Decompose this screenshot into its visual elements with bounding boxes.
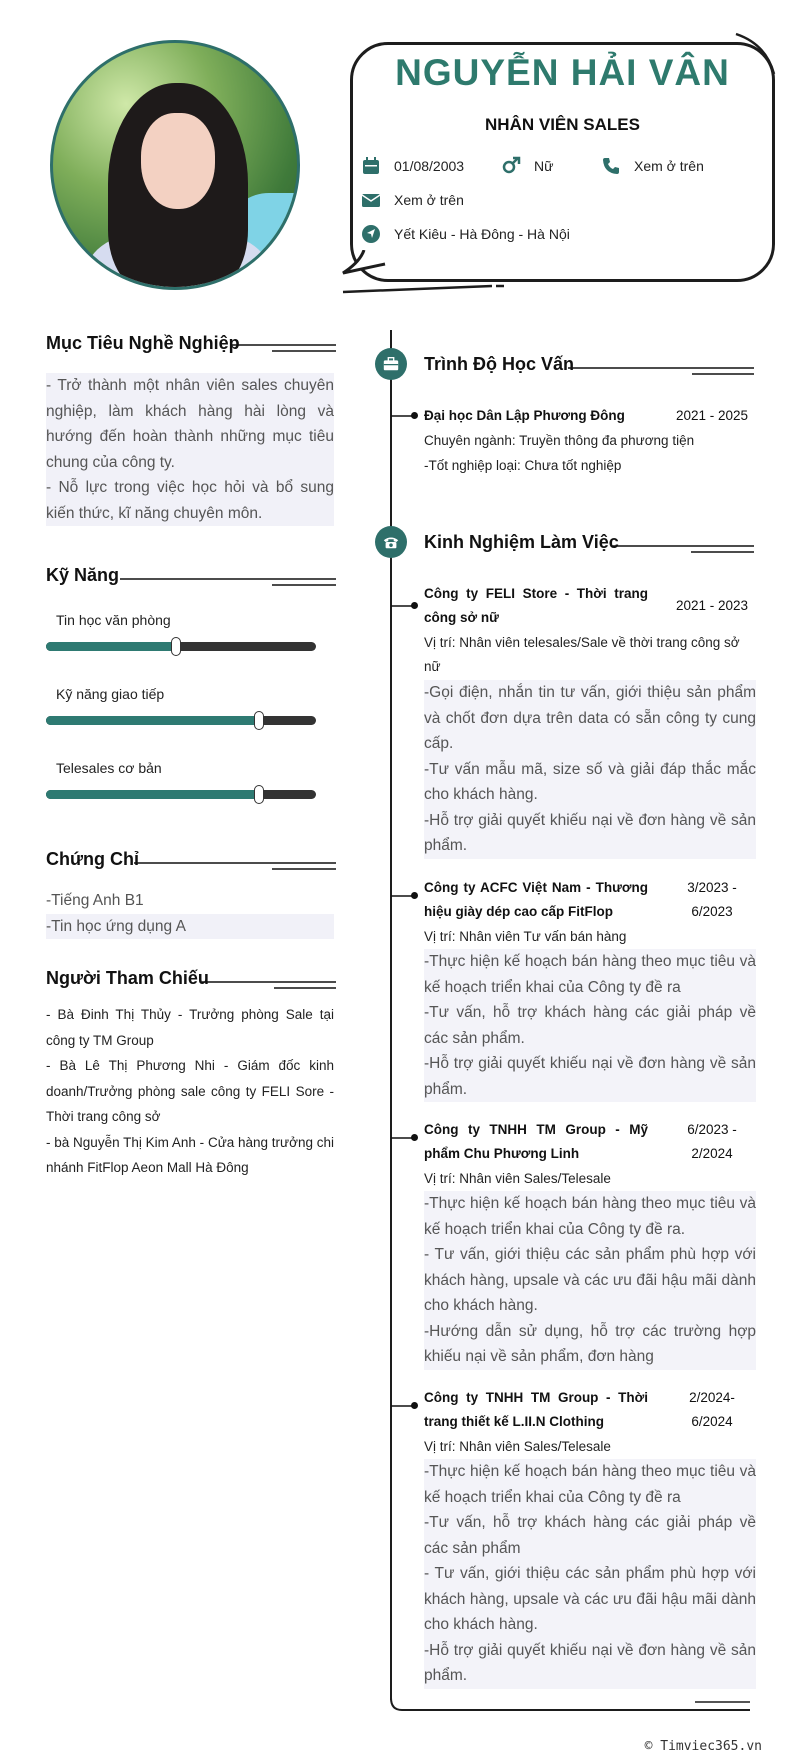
skill-label: Kỹ năng giao tiếp [56, 686, 165, 702]
phone-icon [600, 155, 622, 177]
job-tasks [424, 1191, 756, 1370]
gender-value: Nữ [534, 158, 554, 174]
job-task: -Gọi điện, nhắn tin tư vấn, giới thiệu sản phẩm và chốt đơn dựa trên data có sẵn công ty cung cấp. [424, 680, 756, 757]
job-title: NHÂN VIÊN SALES [485, 115, 640, 134]
job-company: Công ty ACFC Việt Nam - Thương hiệu giày dép cao cấp FitFlop [424, 880, 648, 919]
birthday-info [360, 155, 464, 177]
references-rule [202, 980, 336, 992]
experience-rule [611, 544, 754, 556]
skill-bar-knob [254, 785, 264, 804]
skill-bar-office [46, 642, 316, 651]
certificates-rule [134, 861, 336, 873]
gender-info [500, 155, 553, 177]
references-heading: Người Tham Chiếu [46, 968, 209, 988]
objective-heading: Mục Tiêu Nghề Nghiệp [46, 333, 240, 353]
job-company: Công ty TNHH TM Group - Mỹ phẩm Chu Phương Linh [424, 1122, 648, 1161]
job-task: -Hướng dẫn sử dụng, hỗ trợ các trường hợp khiếu nại về sản phẩm, đơn hàng [424, 1319, 756, 1370]
certificates-heading: Chứng Chỉ [46, 849, 140, 869]
email-icon [360, 189, 382, 211]
birthday-value: 01/08/2003 [394, 158, 465, 174]
calendar-icon [360, 155, 382, 177]
job-tasks [424, 680, 756, 859]
job-task: -Tư vấn, hỗ trợ khách hàng các giải pháp về các sản phẩm [424, 1510, 756, 1561]
profile-photo [50, 40, 300, 290]
job-years: 6/2023 - 2/2024 [687, 1122, 737, 1161]
skill-bar-knob [254, 711, 264, 730]
experience-icon [375, 526, 407, 558]
timeline-connector [391, 1137, 413, 1139]
candidate-name: NGUYỄN HẢI VÂN [395, 52, 730, 93]
job-years: 2021 - 2023 [675, 598, 749, 613]
location-icon [360, 223, 382, 245]
timeline-connector [391, 415, 413, 417]
job-position: Vị trí: Nhân viên Sales/Telesale [424, 1171, 611, 1186]
objective-line: - Nỗ lực trong việc học hỏi và bổ sung kiến thức, kĩ năng chuyên môn. [46, 475, 334, 526]
school-grade: -Tốt nghiệp loại: Chưa tốt nghiệp [424, 458, 622, 473]
job-position: Vị trí: Nhân viên Sales/Telesale [424, 1439, 611, 1454]
education-heading: Trình Độ Học Vấn [424, 354, 575, 374]
skill-bar-fill [46, 790, 259, 799]
job-task: -Hỗ trợ giải quyết khiếu nại về đơn hàng về sản phẩm. [424, 808, 756, 859]
timeline-connector [391, 1405, 413, 1407]
job-tasks [424, 1459, 756, 1689]
address-info [360, 223, 570, 245]
job-task: -Hỗ trợ giải quyết khiếu nại về đơn hàng về sản phẩm. [424, 1638, 756, 1689]
reference-item: - Bà Lê Thị Phương Nhi - Giám đốc kinh doanh/Trưởng phòng sale công ty FELI Sore - Thời trang công sở [46, 1058, 334, 1124]
objective-line: - Trở thành một nhân viên sales chuyên nghiệp, làm khách hàng hài lòng và hướng đến hoàn thành những mục tiêu chung của công ty. [46, 373, 334, 475]
footer-credit: © Timviec365.vn [644, 1739, 762, 1754]
job-task: -Tư vấn, hỗ trợ khách hàng các giải pháp về các sản phẩm. [424, 1000, 756, 1051]
skill-label: Tin học văn phòng [56, 612, 171, 628]
skill-bar-knob [171, 637, 181, 656]
job-company: Công ty TNHH TM Group - Thời trang thiết kế L.II.N Clothing [424, 1390, 648, 1429]
certificate-item: -Tiếng Anh B1 [46, 888, 334, 914]
email-value: Xem ở trên [394, 192, 464, 208]
objective-text [46, 373, 334, 526]
certificate-item: -Tin học ứng dụng A [46, 914, 334, 940]
job-position: Vị trí: Nhân viên telesales/Sale về thời trang công sở nữ [424, 635, 740, 674]
school-years: 2021 - 2025 [675, 408, 749, 423]
job-years: 2/2024- 6/2024 [689, 1390, 735, 1429]
certificates-list [46, 888, 334, 939]
school-major: Chuyên ngành: Truyền thông đa phương tiện [424, 433, 695, 448]
job-company: Công ty FELI Store - Thời trang công sở nữ [424, 586, 648, 625]
job-task: -Tư vấn mẫu mã, size số và giải đáp thắc mắc cho khách hàng. [424, 757, 756, 808]
school-name: Đại học Dân Lập Phương Đông [424, 408, 625, 423]
job-position: Vị trí: Nhân viên Tư vấn bán hàng [424, 929, 627, 944]
education-rule [568, 366, 754, 378]
bubble-tail [340, 250, 510, 295]
job-years: 3/2023 - 6/2023 [687, 880, 737, 919]
timeline-connector [391, 895, 413, 897]
email-info [360, 189, 464, 211]
skills-rule [120, 577, 336, 589]
skill-bar-communication [46, 716, 316, 725]
skill-label: Telesales cơ bản [56, 760, 162, 776]
reference-item: - Bà Đinh Thị Thủy - Trưởng phòng Sale tại công ty TM Group [46, 1007, 334, 1048]
job-task: -Thực hiện kế hoạch bán hàng theo mục tiêu và kế hoạch triển khai của Công ty đề ra. [424, 1191, 756, 1242]
phone-info [600, 155, 704, 177]
phone-value: Xem ở trên [634, 158, 704, 174]
job-task: - Tư vấn, giới thiệu các sản phẩm phù hợp với khách hàng, upsale và các ưu đãi hậu mãi dành cho khách hàng. [424, 1242, 756, 1319]
objective-rule [232, 343, 336, 355]
job-tasks [424, 949, 756, 1102]
job-task: -Hỗ trợ giải quyết khiếu nại về đơn hàng về sản phẩm. [424, 1051, 756, 1102]
timeline-bottom-rule [390, 1698, 755, 1712]
references-list [46, 1002, 334, 1181]
experience-heading: Kinh Nghiệm Làm Việc [424, 532, 619, 552]
timeline-connector [391, 605, 413, 607]
gender-icon [500, 155, 522, 177]
skills-heading: Kỹ Năng [46, 565, 120, 585]
job-task: - Tư vấn, giới thiệu các sản phẩm phù hợp với khách hàng, upsale và các ưu đãi hậu mãi dành cho khách hàng. [424, 1561, 756, 1638]
job-task: -Thực hiện kế hoạch bán hàng theo mục tiêu và kế hoạch triển khai của Công ty đề ra [424, 949, 756, 1000]
skill-bar-telesales [46, 790, 316, 799]
education-icon [375, 348, 407, 380]
address-value: Yết Kiêu - Hà Đông - Hà Nội [394, 226, 570, 242]
skill-bar-fill [46, 642, 176, 651]
skill-bar-fill [46, 716, 259, 725]
job-task: -Thực hiện kế hoạch bán hàng theo mục tiêu và kế hoạch triển khai của Công ty đề ra [424, 1459, 756, 1510]
reference-item: - bà Nguyễn Thị Kim Anh - Cửa hàng trưởng chi nhánh FitFlop Aeon Mall Hà Đông [46, 1134, 334, 1175]
